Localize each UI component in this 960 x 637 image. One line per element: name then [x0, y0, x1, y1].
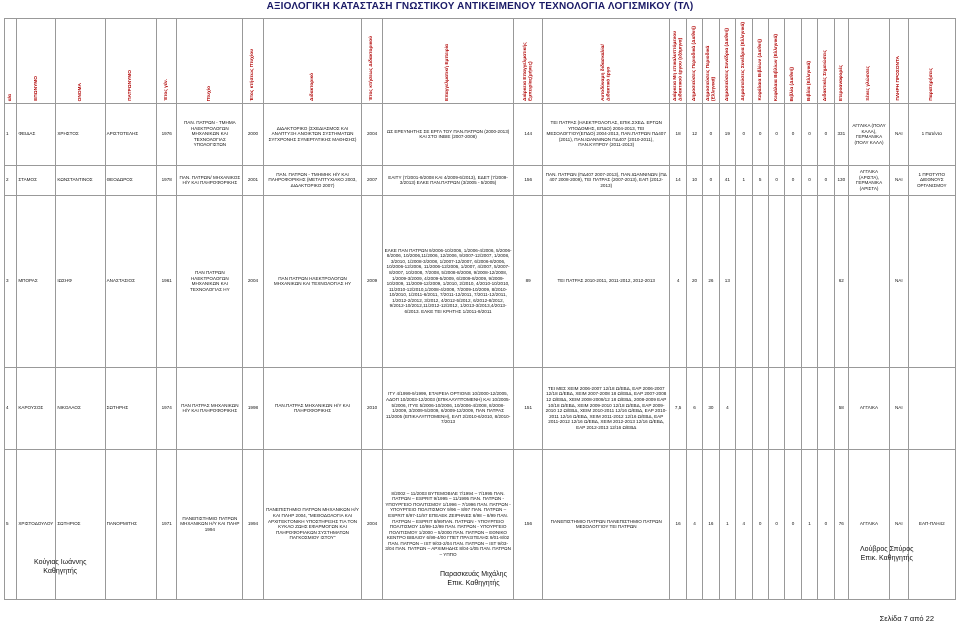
table-cell: ΑΓΓΛΙΚΑ (ΠΟΛΥ ΚΑΛΑ), ΓΕΡΜΑΝΙΚΑ (ΠΟΛΥ ΚΑΛΑ)	[848, 103, 889, 165]
column-header	[670, 19, 686, 104]
table-cell: ΠΑΝ ΠΑΤΡΩΝ ΗΛΕΚΤΡΟΛΟΓΩΝ ΜΗΧΑΝΙΚΩΝ ΚΑΙ ΤΕΧΝΟΛΟΓΙΑΣ ΗΥ	[263, 195, 362, 367]
table-cell	[908, 367, 955, 449]
column-header	[848, 19, 889, 104]
column-header-label: Πτυχίο	[207, 85, 213, 101]
table-cell: 16	[670, 449, 686, 599]
table-cell: ΙΩΣΗΦ	[56, 195, 105, 367]
table-cell: 0	[703, 165, 719, 195]
table-cell: 0	[785, 165, 801, 195]
column-header-label: Έτος γέν.	[164, 79, 170, 101]
signature-left	[34, 558, 86, 576]
evaluation-table	[4, 18, 956, 600]
table-cell: ΤΕΙ ΠΑΤΡΑΣ (ΗΛΕΚΤΡΟΛΟΓΙΑΣ, ΕΠΙΚ.ΣΧΕΔ. ΕΡΓΩΝ ΥΠΟΔΟΜΗΣ, ΕΠΔΟ) 2004-2013, ΤΕΙ ΜΕΣΟΛΟΓΓΙΟΥ(ΕΠΔΟ) 2004-2013, ΠΑΝ.ΠΑΤΡΩΝ ΠΔ407 (2011), ΠΑΝ.ΙΩΑΝΝΙΝΩΝ ΠΔ407 (2010-2011), ΠΑΝ.ΚΥΠΡΟΥ (2011-2013)	[543, 103, 670, 165]
table-cell: 1961	[156, 195, 177, 367]
column-header	[362, 19, 383, 104]
table-cell: 19	[719, 103, 735, 165]
table-cell: 2007	[362, 165, 383, 195]
column-header-label: Ξένες γλώσσες	[866, 66, 872, 101]
column-header-label: Δημοσιεύσεις Περιοδικά (Ελληνικά)	[705, 45, 716, 101]
column-header-label: Βιβλία (Διεθνή)	[790, 66, 796, 101]
table-cell: ΝΑΙ	[890, 367, 908, 449]
table-cell: 0	[801, 103, 817, 165]
table-cell: 18	[670, 103, 686, 165]
signature-left-name: Κούγιας Ιωάννης	[34, 559, 87, 566]
column-header-label: Ετεροαναφορές	[838, 64, 844, 101]
table-cell: 1976	[156, 103, 177, 165]
table-row	[5, 195, 956, 367]
table-cell: 0	[818, 103, 834, 165]
table-cell: 41	[719, 165, 735, 195]
table-cell: ΚΑΡΟΥΣΟΣ	[17, 367, 56, 449]
table-cell: ΠΑΝΟΡΜΙΤΗΣ	[105, 449, 156, 599]
column-header-label: Δημοσιεύσεις Συνέδρια (Ελληνικά)	[741, 22, 747, 101]
table-cell: 2004	[362, 103, 383, 165]
table-cell	[768, 195, 784, 367]
table-cell: 2001	[243, 165, 264, 195]
page-title: ΑΞΙΟΛΟΓΙΚΗ ΚΑΤΑΣΤΑΣΗ ΓΝΩΣΤΙΚΟΥ ΑΝΤΙΚΕΙΜΕΝΟΥ ΤΕΧΝΟΛΟΓΙΑ ΛΟΓΙΣΜΙΚΟΥ (ΤΛ)	[266, 1, 694, 12]
column-header	[736, 19, 752, 104]
column-header	[17, 19, 56, 104]
table-cell: 13	[719, 195, 735, 367]
table-cell: 16	[703, 449, 719, 599]
table-cell	[785, 367, 801, 449]
column-header	[105, 19, 156, 104]
table-cell: ΝΑΙ	[890, 195, 908, 367]
column-header-label: Έτος κτήσεως Πτυχίου	[250, 48, 256, 101]
table-cell: 14	[670, 165, 686, 195]
table-cell: 2000	[243, 103, 264, 165]
column-header	[785, 19, 801, 104]
column-header-label: ΕΠΩΝΥΜΟ	[33, 76, 39, 101]
table-cell: 144	[514, 103, 543, 165]
table-cell: 4	[719, 367, 735, 449]
signature-right	[860, 545, 914, 563]
table-cell: ΜΠΟΡΑΣ	[17, 195, 56, 367]
page-number: Σελίδα 7 από 22	[879, 614, 934, 623]
table-cell	[818, 195, 834, 367]
table-cell: ΕΛΚΕ ΠΑΝ ΠΑΤΡΩΝ 9/2006-10/2006, 1/2006-4/2006, 5/2006-8/2006, 10/2006,11/2006, 12/2006, 9/2007-12/2007, 1/2008, 3/2010, 1/2008-3/2008, 1/2007-12/2007, 6/2006-8/2006, 10/2006-12/2006, 11/2006-12/2006, 1/2007, 4/2007, 5/2007-8/2007, 10/2008, 7/2008, 5/2008-8/2008, 9/2008-12/2008, 1/2009-3/2009, 4/2009-5/2009, 6/2009-8/2009, 9/2009-10/2009, 11/2009-12/2009, 1/2010, 2/2010, 4/2010-10/2010, 11/2010-12/2010,1/2008-4/2008, 7/2009-10/2009, 8/2010-10/2010, 1/2011-6/2011, 7/2011-12/2011, 7/2011-12/2011, 1/2012-2/2012, 3/2012, 4/2012-5/2012, 6/2012-8/2012, 9/2012-10/2012,11/2012-12/2012, 1/2013-3/2013,4/2013-6/2013. ΕΛΚΕ ΤΕΙ ΚΡΗΤΗΣ 1/2011-9/2011	[382, 195, 513, 367]
column-header-label: Διάρκεια Μη επικαλυπτόμενου Διδακτικού έργου (εξάμηνα)	[672, 31, 684, 101]
column-header	[908, 19, 955, 104]
signature-right-name: Λούβρος Σπύρος	[860, 546, 914, 553]
table-cell: 0	[768, 103, 784, 165]
table-cell: 4	[670, 195, 686, 367]
column-header	[818, 19, 834, 104]
table-cell: 331	[834, 103, 848, 165]
table-cell: 0	[736, 103, 752, 165]
table-cell: ΤΕΙ ΠΑΤΡΑΣ 2010-2011, 2011-2012, 2012-2013	[543, 195, 670, 367]
table-cell: ΦΕΙΔΑΣ	[17, 103, 56, 165]
table-cell: 3	[5, 195, 17, 367]
table-cell: ΝΑΙ	[890, 449, 908, 599]
table-cell: 1	[5, 103, 17, 165]
table-cell: 151	[514, 367, 543, 449]
column-header-label: Δημοσιεύσεις Περιοδικά (Διεθνή)	[691, 25, 697, 101]
table-cell: 1 ΠΡΟΤΥΠΟ ΔΙΕΘΝΟΥΣ ΟΡΓΑΝΙΣΜΟΥ	[908, 165, 955, 195]
table-cell: ΑΓΓΛΙΚΑ	[848, 367, 889, 449]
table-cell: ΠΑΝ.ΠΑΤΡΑΣ ΜΗΧΑΝΙΚΩΝ Η/Υ ΚΑΙ ΠΛΗΡΟΦΟΡΙΚΗΣ	[263, 367, 362, 449]
table-cell: 4	[736, 449, 752, 599]
table-cell: 0	[818, 449, 834, 599]
table-cell: 0	[785, 449, 801, 599]
column-header	[703, 19, 719, 104]
column-header	[890, 19, 908, 104]
column-header	[834, 19, 848, 104]
table-row	[5, 103, 956, 165]
table-cell: 156	[514, 449, 543, 599]
column-header-label: Διδακτικές Σημειώσεις	[823, 49, 829, 101]
table-cell	[818, 367, 834, 449]
column-header	[686, 19, 702, 104]
table-cell: 1 Πατέντα	[908, 103, 955, 165]
column-header-label: α/α	[7, 93, 13, 101]
table-cell: ΘΕΟΔΩΡΟΣ	[105, 165, 156, 195]
signature-left-title: Καθηγητής	[43, 568, 78, 575]
table-cell: ΠΑΝΕΠΙΣΤΗΜΙΟ ΠΑΤΡΩΝ ΠΑΝΕΠΙΣΤΗΜΙΟ ΠΑΤΡΩΝ ΜΕΣΟΛΟΓΓΙΟΥ ΤΕΙ ΠΑΤΡΩΝ	[543, 449, 670, 599]
table-cell	[848, 195, 889, 367]
table-cell: 76	[834, 449, 848, 599]
column-header-label: ΠΑΤΡΩΝΥΜΟ	[128, 70, 134, 101]
column-header	[801, 19, 817, 104]
column-header-label: Δημοσιεύσεις Συνέδρια (Διεθνή)	[724, 27, 730, 101]
table-cell: 0	[785, 103, 801, 165]
table-cell: ΙΤΥ 4/1999-9/1999, ΕΤΑΙΡΕΙΑ OPTIONS 10/2000-12/2005, ΑΔΟΠ 10/2003-12/2003 (ΕΠΙΚΑΛΥΠΤΟΜΕΝΗ) ΚΑΙ 10/2005-5/2006, ΙΤΥΕ 5/2006-10/2006, 10/2006-4/2008, 8/2008-1/2009, 3/2009-5/2009, 6/2009-12/2009, ΠΑΝ ΠΑΤΡΑΣ 11/2005 (ΕΠΙΚΑΛΥΠΤΟΜΕΝΗ), ΕΑΠ 2/2010-6/2010, 8/2010-7/2013	[382, 367, 513, 449]
column-header-label: Έτος κτήσεως Διδακτορικού	[369, 36, 375, 101]
column-header	[5, 19, 17, 104]
table-cell: 58	[834, 367, 848, 449]
column-header-label: Κεφάλαια Βιβλίων (Ελληνικά)	[773, 33, 779, 101]
table-cell: 12	[686, 103, 702, 165]
table-cell: 156	[514, 165, 543, 195]
column-header-label: ΠΛΗΡΗ ΠΡΟΣΟΝΤΑ	[896, 56, 902, 101]
table-cell: ΠΑΝ. ΠΑΤΡΩΝ - ΤΜΗΜΑ ΗΛΕΚΤΡΟΛΟΓΩΝ ΜΗΧΑΝΙΚΩΝ ΚΑΙ ΤΕΧΝΟΛΟΓΙΑΣ ΥΠΟΛΟΓΙΣΤΩΝ	[177, 103, 243, 165]
column-header	[382, 19, 513, 104]
table-cell: 26	[703, 195, 719, 367]
table-cell: ΠΑΝΕΠΙΣΤΗΜΙΟ ΠΑΤΡΩΝ ΜΗΧΑΝΙΚΩΝ Η/Υ ΚΑΙ ΠΛΗΡ 2004, "ΜΕΘΟΔΟΛΟΓΙΑ ΚΑΙ ΑΡΧΙΤΕΚΤΟΝΙΚΗ ΥΠΟΣΤΗΡΙΞΗΣ ΤΙΑ ΤΟΝ ΚΥΚΛΟ ΖΩΗΣ ΕΦΑΡΜΟΓΩΝ ΚΑΙ ΠΛΗΡΟΦΟΡΙΑΚΩΝ ΣΥΣΤΗΜΑΤΩΝ ΠΑΓΚΟΣΜΙΟΥ ΙΣΤΟΥ"	[263, 449, 362, 599]
table-cell: ΑΡΙΣΤΟΤΕΛΗΣ	[105, 103, 156, 165]
table-cell	[801, 367, 817, 449]
column-header-label: Διάρκεια Επαγγελματικής Εμπειρίας(μήνες)	[522, 42, 534, 101]
table-cell: 8/2002 – 11/2003 ΒΥΤΕΜΟΒΙΛΕ 7/1994 – 7/1995 ΠΑΝ. ΠΑΤΡΩΝ – ESPRIT 9/1995 – 11/1995 ΠΑΝ. ΠΑΤΡΩΝ - ΥΠΟΥΡΓΕΙΟ ΠΟΛΙΤΙΣΜΟΥ 1/1996 – 7/1996 ΠΑΝ. ΠΑΤΡΩΝ - ΥΠΟΥΡΓΕΙΟ ΠΟΛΙΤΙΣΜΟΥ 9/96 – 8/97 ΠΑΝ. ΠΑΤΡΩΝ – ESPRIT 8/97-11/97 ΕΠΕΑΕΚ ΖΕΙΡΗΝΕΣ 6/98 – 8/99 ΠΑΝ. ΠΑΤΡΩΝ – ESPRIT 8/99ΠΑΝ. ΠΑΤΡΩΝ - ΥΠΟΥΡΓΕΙΟ ΠΟΛΙΤΙΣΜΟΥ 10/99-12/99 ΠΑΝ. ΠΑΤΡΩΝ - ΥΠΟΥΡΓΕΙΟ ΠΟΛΙΤΙΣΜΟΥ 1/2000 – 5/2000 ΠΑΝ. ΠΑΤΡΩΝ – ΕΘΝΙΚΟ ΚΕΝΤΡΟ ΒΙΒΛΙΟΥ 6/99-4/00 ΓΠΕΤ ΠΡΑΞΙΤΕΛΗΣ 9/01-8/02 ΠΑΝ. ΠΑΤΡΩΝ – IST 9/03-2/04 ΠΑΝ. ΠΑΤΡΩΝ – IST 9/03-3/04 ΠΑΝ. ΠΑΤΡΩΝ – ΑΡΧΙΜΗΔΗΣ 8/04-1/05 ΠΑΝ. ΠΑΤΡΩΝ – ΥΠΠΟ	[382, 449, 513, 599]
table-cell	[752, 195, 768, 367]
table-cell: 2010	[362, 367, 383, 449]
table-cell	[768, 367, 784, 449]
table-cell: ΤΕΙ ΜΕΣ ΧΕΙΜ 2006-2007 12/18 Ω/ΕΒΔ, ΕΑΡ 2006-2007 12/18 Ω/ΕΒΔ, ΧΕΙΜ 2007-2008 18 Ω/ΕΒΔ, ΕΑΡ 2007-2008 12 Ω/ΕΒΔ, ΧΕΙΜ 2008-2009/12 18 Ω/ΕΒΔ, 2008-2009 ΕΑΡ 10/18 Ω/ΕΒΔ, ΧΕΙΜ 2009-2010 12/18 Ω/ΕΒΔ, ΕΑΡ 2009-2010 12 Ω/ΕΒΔ, ΧΕΙΜ 2010-2011 12/16 Ω/ΕΒΔ, ΕΑΡ 2010-2011 12/16 Ω/ΕΒΔ, ΧΕΙΜ 2011-2012 12/16 Ω/ΕΒΔ, ΕΑΡ 2011-2012 12/16 Ω/ΕΒΔ, ΧΕΙΜ 2012-2013 12/16 Ω/ΕΒΔ, ΕΑΡ 2012-2013 12/16 Ω/ΕΒΔ	[543, 367, 670, 449]
table-cell: ΠΑΝ. ΠΑΤΡΩΝ/ ΜΗΧΑΝΙΚΟΣ Η/Υ ΚΑΙ ΠΛΗΡΟΦΟΡΙΚΗΣ	[177, 165, 243, 195]
table-cell: 89	[514, 195, 543, 367]
table-cell: ΕΑΠ-ΠΛΗ42	[908, 449, 955, 599]
header-row	[5, 19, 956, 104]
column-header-label: Αυτοδύναμη διδασκαλία/ Διδακτικό έργο	[600, 44, 612, 101]
table-cell: ΑΓΓΛΙΚΑ (ΑΡΙΣΤΑ), ΓΕΡΜΑΝΙΚΑ (ΑΡΙΣΤΑ)	[848, 165, 889, 195]
table-cell: 6	[686, 367, 702, 449]
column-header	[768, 19, 784, 104]
table-cell: ΠΑΝΕΠΙΣΤΗΜΙΟ ΠΑΤΡΩΝ ΜΗΧΑΝΙΚΩΝ Η/Υ ΚΑΙ ΠΛΗΡ 1994	[177, 449, 243, 599]
table-cell: 1998	[243, 367, 264, 449]
table-cell: ΣΤΑΜΟΣ	[17, 165, 56, 195]
table-cell: 0	[752, 449, 768, 599]
table-cell: 2004	[243, 195, 264, 367]
table-cell: ΝΙΚΟΛΑΟΣ	[56, 367, 105, 449]
table-cell: 0	[768, 449, 784, 599]
table-cell: 130	[834, 165, 848, 195]
table-cell: ΧΡΙΣΤΟΔΟΥΛΟΥ	[17, 449, 56, 599]
column-header-label: Επαγγελματική Εμπειρία	[445, 44, 451, 101]
table-cell	[908, 195, 955, 367]
table-cell: ΑΝΑΣΤΑΣΙΟΣ	[105, 195, 156, 367]
table-cell: ΠΑΝ. ΠΑΤΡΩΝ (ΠΔ407 2007-2013), ΠΑΝ.ΙΩΑΝΝΙΝΩΝ (ΠΔ 407 2008-2009), ΤΕΙ ΠΑΤΡΑΣ (2007-2013), ΕΑΠ (2012-2013)	[543, 165, 670, 195]
table-cell: ΠΑΝ ΠΑΤΡΑΣ ΜΗΧΑΝΙΚΩΝ Η/Υ ΚΑΙ ΠΛΗΡΟΦΟΡΙΚΗΣ	[177, 367, 243, 449]
table-row	[5, 165, 956, 195]
table-cell: 0	[768, 165, 784, 195]
table-cell: ΩΣ ΕΡΕΥΝΗΤΗΣ ΣΕ ΕΡΓΑ ΤΟΥ ΠΑΝ.ΠΑΤΡΩΝ (2000-2013) ΚΑΙ ΣΤΟ ΙΝΒΙΕ (2007-2008)	[382, 103, 513, 165]
table-cell: ΕΑΙΤΥ (7/2001-9/2008 ΚΑΙ 4/2009-6/2013), ΕΔΕΤ (7/2009-3/2013) ΕΛΚΕ ΠΑΝ.ΠΑΤΡΩΝ (3/2005 - 5/2005)	[382, 165, 513, 195]
table-cell: 5	[752, 165, 768, 195]
table-cell: 0	[703, 103, 719, 165]
table-cell: ΑΓΓΛΙΚΑ	[848, 449, 889, 599]
column-header-label: Βιβλία (Ελληνικά)	[806, 60, 812, 101]
table-cell: 1	[801, 449, 817, 599]
table-cell	[752, 367, 768, 449]
table-cell: 2	[5, 165, 17, 195]
column-header	[177, 19, 243, 104]
table-cell: 1974	[156, 367, 177, 449]
table-cell	[785, 195, 801, 367]
table-cell: ΠΑΝ. ΠΑΤΡΩΝ - ΤΜΗΜΗΚ Η/Υ ΚΑΙ ΠΛΗΡΟΦΟΡΙΚΗΣ (ΜΕΤΑΠΤΥΧΙΑΚΟ 2003, ΔΙΔΑΚΤΟΡΙΚΟ 2007)	[263, 165, 362, 195]
signature-middle	[440, 570, 507, 588]
table-cell: 1	[736, 165, 752, 195]
column-header	[156, 19, 177, 104]
table-cell: ΣΩΤΗΡΗΣ	[105, 367, 156, 449]
table-cell: ΠΑΝ ΠΑΤΡΩΝ ΗΛΕΚΤΡΟΛΟΓΩΝ ΜΗΧΑΝΙΚΩΝ ΚΑΙ ΤΕΧΝΟΛΟΓΙΑΣ ΗΥ	[177, 195, 243, 367]
column-header	[243, 19, 264, 104]
column-header	[543, 19, 670, 104]
table-cell: 2009	[362, 195, 383, 367]
table-cell: ΣΩΤΗΡΙΟΣ	[56, 449, 105, 599]
column-header	[752, 19, 768, 104]
signature-middle-title: Επικ. Καθηγητής	[447, 580, 500, 587]
table-cell: 0	[752, 103, 768, 165]
table-cell: 20	[686, 195, 702, 367]
signature-middle-name: Παρασκευάς Μιχάλης	[440, 571, 507, 578]
table-cell: 4	[686, 449, 702, 599]
table-cell: 30	[703, 367, 719, 449]
column-header	[56, 19, 105, 104]
table-cell: 1994	[243, 449, 264, 599]
column-header-label: Διδακτορικό	[309, 73, 315, 101]
table-cell: 5	[5, 449, 17, 599]
table-cell: ΔΙΔΑΚΤΟΡΙΚΟ (ΣΧΕΔΙΑΣΜΟΣ ΚΑΙ ΑΝΑΠΤΥΞΗ ΑΝΟΙΚΤΩΝ ΣΥΣΤΗΜΑΤΩΝ ΣΥΓΧΡΟΝΗΣ ΣΥΝΕΡΓΑΤΙΚΗΣ ΜΑΘΗΣΗΣ)	[263, 103, 362, 165]
column-header	[263, 19, 362, 104]
table-cell: 0	[801, 165, 817, 195]
signature-right-title: Επικ. Καθηγητής	[860, 555, 913, 562]
table-cell: ΧΡΗΣΤΟΣ	[56, 103, 105, 165]
table-cell: ΝΑΙ	[890, 103, 908, 165]
table-cell: 1	[719, 449, 735, 599]
table-cell: 2004	[362, 449, 383, 599]
table-cell: 1971	[156, 449, 177, 599]
table-cell	[801, 195, 817, 367]
table-cell: 1978	[156, 165, 177, 195]
column-header-label: Κεφάλαια Βιβλίων (Διεθνή)	[757, 39, 763, 101]
column-header	[719, 19, 735, 104]
table-cell	[736, 367, 752, 449]
table-cell	[736, 195, 752, 367]
table-cell: 0	[818, 165, 834, 195]
column-header-label: ΟΝΟΜΑ	[77, 82, 83, 101]
table-cell: 62	[834, 195, 848, 367]
table-cell: 4	[5, 367, 17, 449]
table-cell: 7,5	[670, 367, 686, 449]
table-cell: 10	[686, 165, 702, 195]
column-header-label: Παρατηρήσεις	[929, 68, 935, 101]
column-header	[514, 19, 543, 104]
table-cell: ΚΩΝΣΤΑΝΤΙΝΟΣ	[56, 165, 105, 195]
table-row	[5, 367, 956, 449]
table-cell: ΝΑΙ	[890, 165, 908, 195]
